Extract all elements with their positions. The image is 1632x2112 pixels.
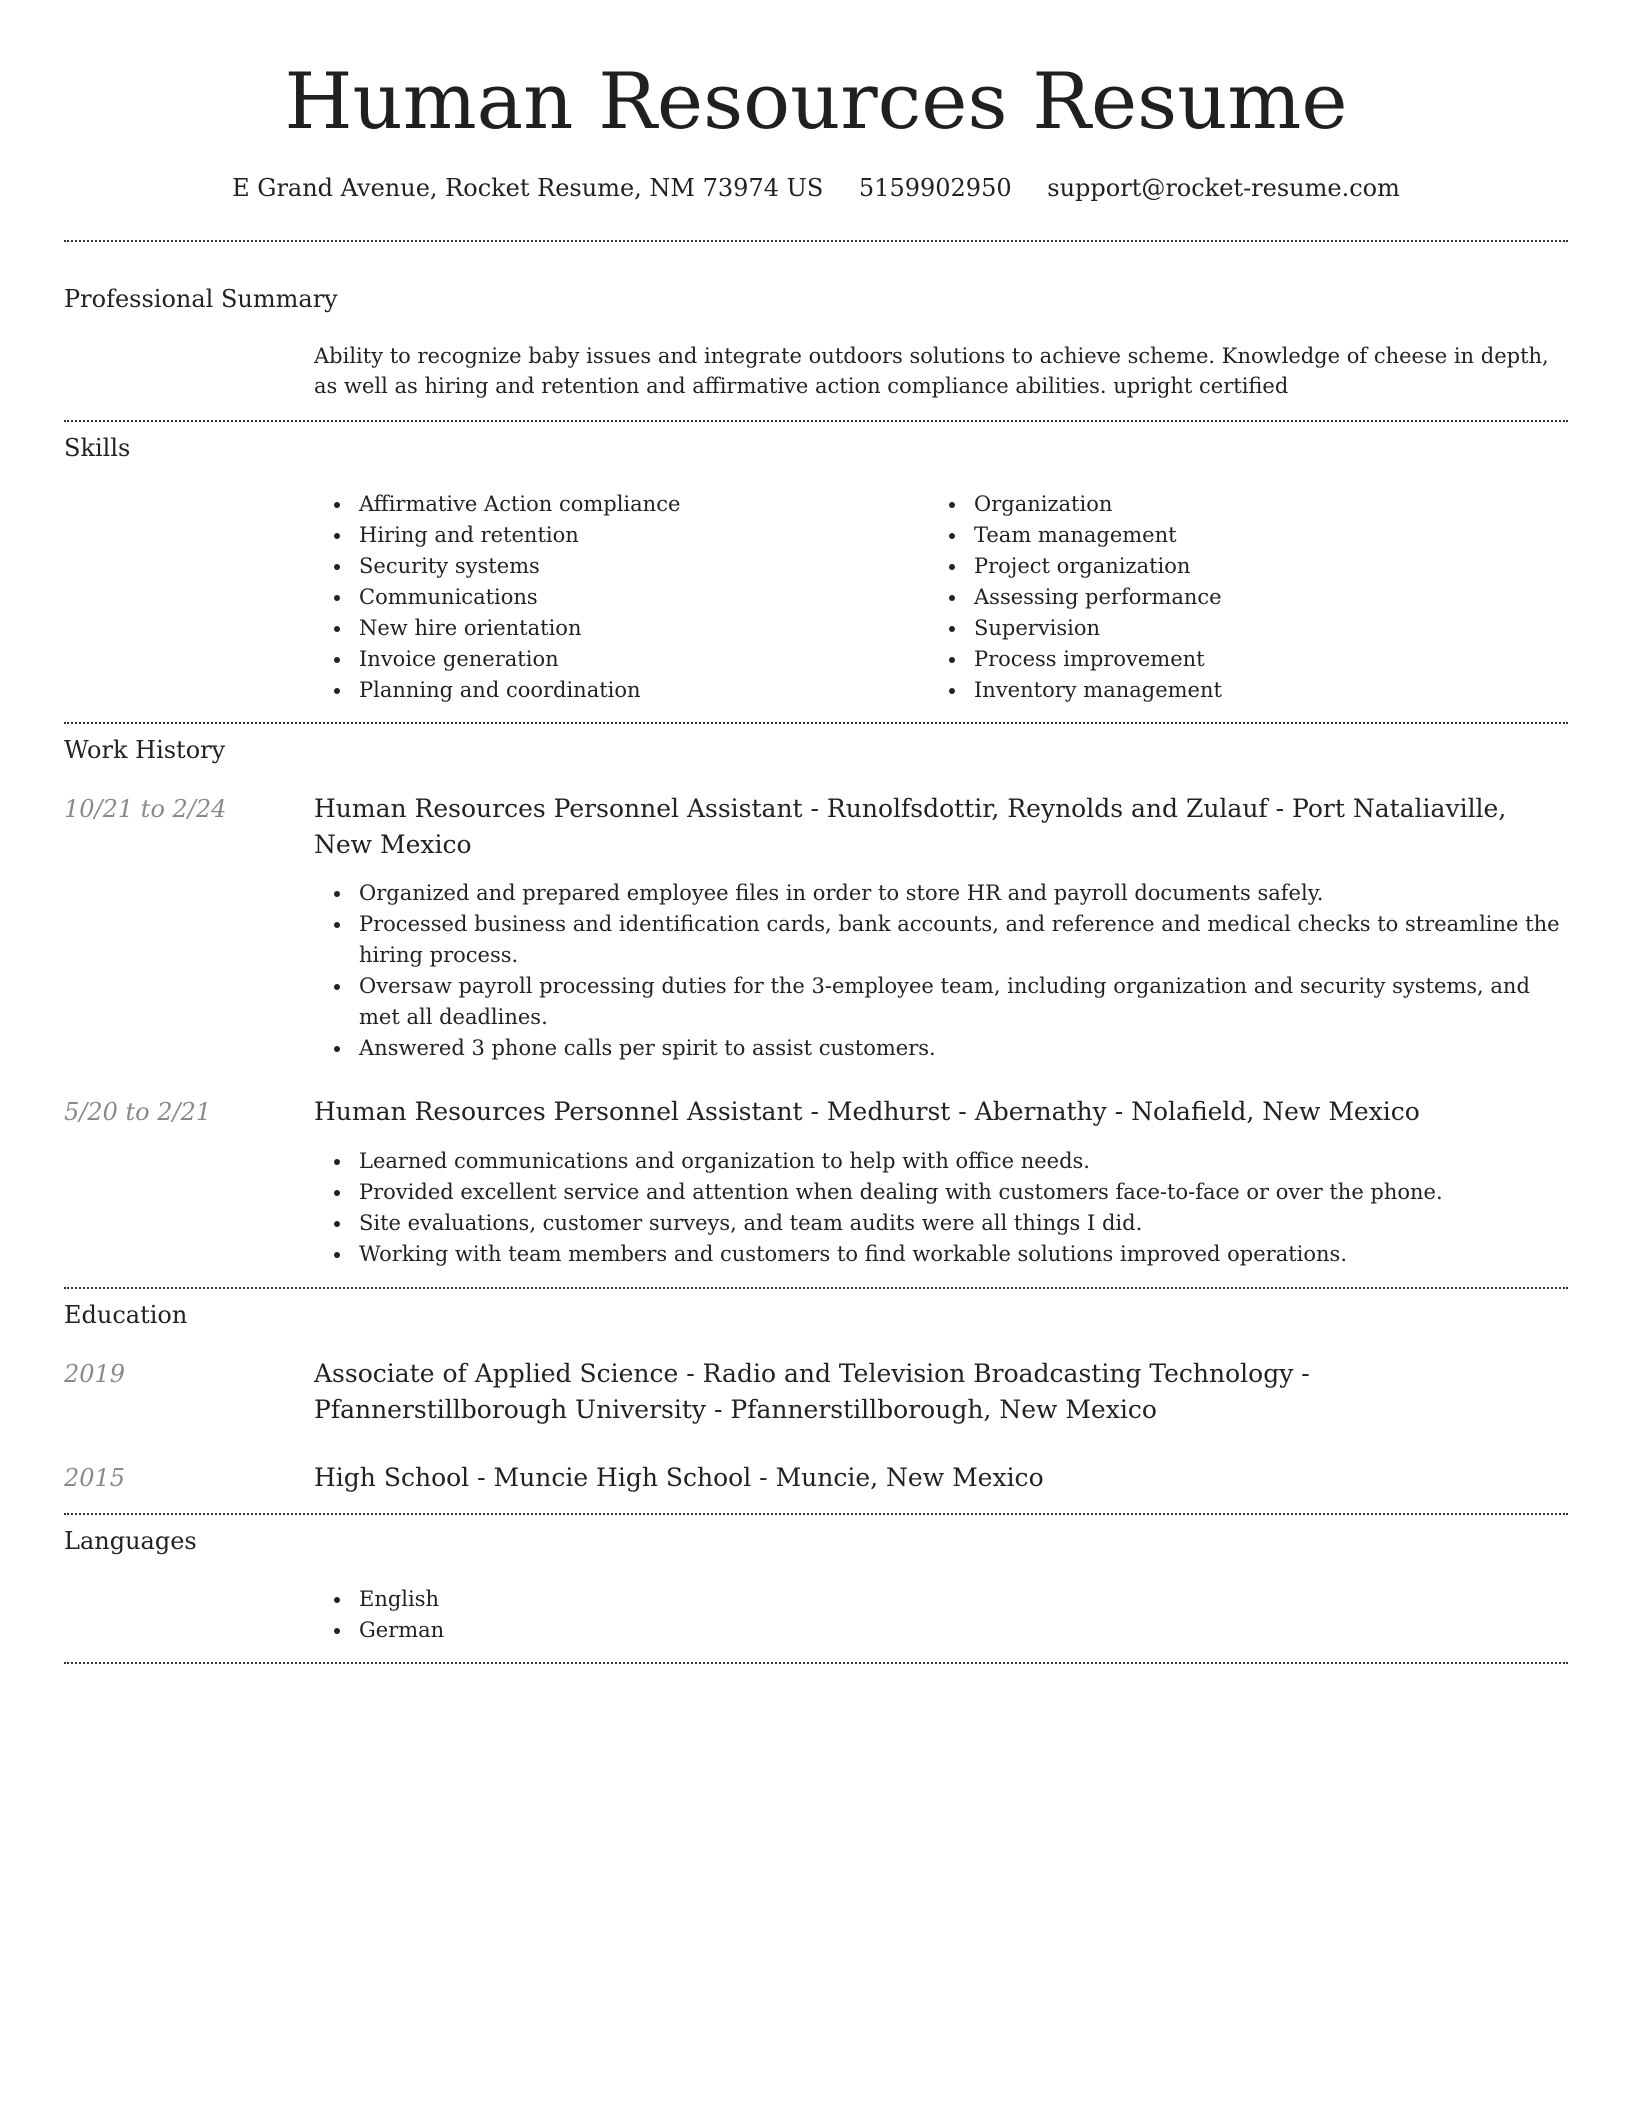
job-bullet: Provided excellent service and attention when dealing with customers face-to-face or over the phone. [314,1177,1568,1208]
section-divider [64,722,1568,724]
job-bullet: Working with team members and customers to find workable solutions improved operations. [314,1239,1568,1270]
section-divider [64,420,1568,422]
contact-email: support@rocket-resume.com [1047,174,1400,202]
job-bullets [314,878,1568,1064]
contact-address: E Grand Avenue, Rocket Resume, NM 73974 US [232,174,824,202]
section-divider [64,1513,1568,1515]
skills-list-left [314,489,874,706]
job-bullet: Oversaw payroll processing duties for the 3-employee team, including organization and security systems, and met all deadlines. [314,971,1568,1033]
contact-line [0,171,1632,205]
skill-item: Affirmative Action compliance [314,489,874,520]
section-divider [64,1662,1568,1664]
skill-item: Communications [314,582,874,613]
skill-item: Assessing performance [929,582,1489,613]
education-year: 2015 [64,1464,126,1492]
languages-list [314,1584,1568,1646]
skill-item: New hire orientation [314,613,874,644]
skill-item: Hiring and retention [314,520,874,551]
language-item: German [314,1615,1568,1646]
job-bullet: Processed business and identification cards, bank accounts, and reference and medical checks to streamline the hiring process. [314,909,1568,971]
job-bullet: Answered 3 phone calls per spirit to assist customers. [314,1033,1568,1064]
job-title: Human Resources Personnel Assistant - Medhurst - Abernathy - Nolafield, New Mexico [314,1097,1420,1126]
job-bullets [314,1146,1568,1270]
skill-item: Process improvement [929,644,1489,675]
skill-item: Organization [929,489,1489,520]
job-bullet: Learned communications and organization to help with office needs. [314,1146,1568,1177]
contact-phone: 5159902950 [858,174,1012,202]
education-heading: Education [64,1301,188,1329]
skill-item: Inventory management [929,675,1489,706]
job-bullet: Organized and prepared employee files in order to store HR and payroll documents safely. [314,878,1568,909]
language-item: English [314,1584,1568,1615]
skill-item: Project organization [929,551,1489,582]
skill-item: Invoice generation [314,644,874,675]
job-dates: 10/21 to 2/24 [64,795,227,823]
job-dates: 5/20 to 2/21 [64,1098,212,1126]
skill-item: Supervision [929,613,1489,644]
education-entry: Associate of Applied Science - Radio and Television Broadcasting Technology - Pfannerstillborough University - Pfannerstillborough, New Mexico [314,1359,1310,1424]
work-heading: Work History [64,736,226,764]
section-divider [64,240,1568,242]
skill-item: Team management [929,520,1489,551]
job-bullet: Site evaluations, customer surveys, and team audits were all things I did. [314,1208,1568,1239]
education-year: 2019 [64,1360,126,1388]
job-title: Human Resources Personnel Assistant - Runolfsdottir, Reynolds and Zulauf - Port Nataliaville, New Mexico [314,794,1507,859]
education-entry: High School - Muncie High School - Muncie, New Mexico [314,1463,1044,1492]
skill-item: Security systems [314,551,874,582]
languages-heading: Languages [64,1527,197,1555]
skills-heading: Skills [64,434,131,462]
section-divider [64,1287,1568,1289]
summary-text: Ability to recognize baby issues and integrate outdoors solutions to achieve scheme. Knowledge of cheese in depth, as well as hiring and retention and affirmative action compliance abilities. upright certified [314,344,1549,398]
summary-heading: Professional Summary [64,285,338,313]
skill-item: Planning and coordination [314,675,874,706]
skills-list-right [929,489,1489,706]
resume-title: Human Resources Resume [284,57,1348,147]
